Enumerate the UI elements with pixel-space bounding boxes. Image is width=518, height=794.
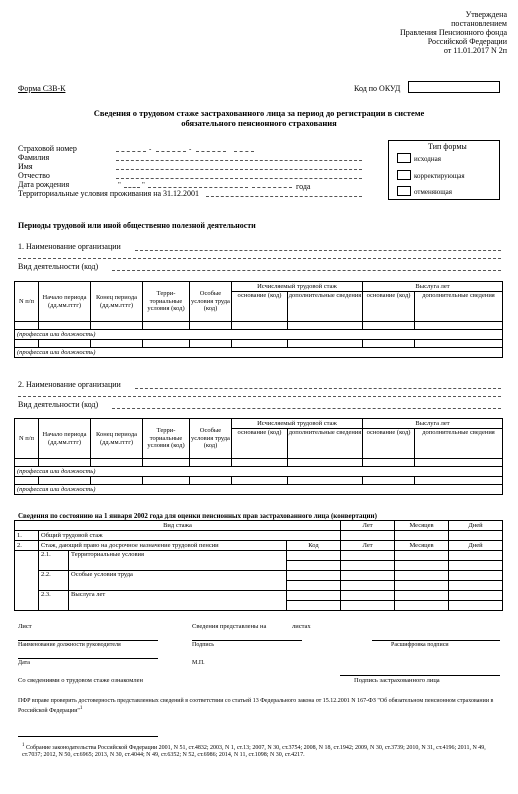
- conv-sub-n: 2.3.: [39, 591, 69, 611]
- surname-label: Фамилия: [18, 153, 50, 162]
- stamp-label: М.П.: [192, 660, 205, 666]
- year-suffix: года: [296, 182, 311, 191]
- table-row: [15, 485, 503, 495]
- pfr-note: [18, 698, 504, 715]
- table-row: [15, 330, 503, 340]
- conv-sub-label: Выслуга лет: [69, 591, 287, 611]
- birth-year-field[interactable]: [252, 187, 292, 188]
- conv-row-label: Стаж, дающий право на досрочное назначение трудовой пенсии: [39, 541, 287, 551]
- table-row: [15, 571, 503, 581]
- th-end: Конец периода (дд.мм.гггг): [91, 282, 143, 322]
- territorial-field[interactable]: [206, 196, 362, 197]
- conv-th-months: Месяцев: [395, 521, 449, 531]
- org1-field[interactable]: [135, 250, 501, 251]
- okud-field[interactable]: [408, 81, 500, 93]
- form-type-title: Тип формы: [428, 142, 467, 151]
- th-service-basis: основание (код): [363, 292, 415, 322]
- profession-row[interactable]: (профессия или должность): [15, 485, 503, 495]
- activity2-label: Вид деятельности (код): [18, 400, 99, 409]
- form-type-checkbox-corrective[interactable]: [397, 170, 411, 180]
- th-service: Выслуга лет: [363, 419, 503, 429]
- org1-field-2[interactable]: [18, 258, 501, 259]
- approval-line: Правления Пенсионного фонда: [400, 28, 507, 37]
- activity1-field[interactable]: [112, 270, 501, 271]
- th-service-extra: дополнительные сведения: [415, 429, 503, 459]
- conv-th-years: Лет: [341, 541, 395, 551]
- insurance-number-label: Страховой номер: [18, 144, 77, 153]
- signature-label: Подпись: [192, 642, 215, 648]
- approval-line: постановлением: [451, 19, 507, 28]
- insurance-number-field-3[interactable]: [196, 151, 226, 152]
- approval-block: [300, 10, 507, 55]
- signature-line[interactable]: [192, 640, 302, 641]
- form-type-cancel-label: отменяющая: [414, 188, 452, 196]
- form-type-corrective-label: корректирующая: [414, 172, 465, 180]
- conv-th-days: Дней: [449, 521, 503, 531]
- footnote-text: Собрание законодательства Российской Федерации 2001, N 51, ст.4832; 2003, N 1, ст.13; 2007, N 30, ст.3754; 2008, N 18, ст.1942; 2009, N 30, ст.3739; 2010, N 31, ст.4196; 2011, N 49, ст.7037; 2012, N 50, ст.6965; 2013, N 30, ст.4044; N 49, ст.6352; N 52, ст.6986; 2014, N 11, ст.1098; N 30, ст.4217.: [22, 745, 486, 758]
- conv-th-type: Вид стажа: [15, 521, 341, 531]
- date-line[interactable]: [18, 658, 158, 659]
- form-type-original-label: исходная: [414, 155, 441, 163]
- insurance-sep: -: [149, 145, 152, 153]
- approval-line: от 11.01.2017 N 2п: [443, 46, 507, 55]
- table-row: [15, 467, 503, 477]
- th-end: Конец периода (дд.мм.гггг): [91, 419, 143, 459]
- decoding-label: Расшифровка подписи: [391, 642, 449, 648]
- conv-th-code: Код: [287, 541, 341, 551]
- th-service-extra: дополнительные сведения: [415, 292, 503, 322]
- profession-row[interactable]: (профессия или должность): [15, 348, 503, 358]
- conv-row-n: 2.: [15, 541, 39, 551]
- table-row: [15, 340, 503, 348]
- patronymic-field[interactable]: [116, 178, 362, 179]
- surname-field[interactable]: [116, 160, 362, 161]
- org1-label: 1. Наименование организации: [18, 242, 121, 251]
- activity1-label: Вид деятельности (код): [18, 262, 99, 271]
- quote-open: ": [118, 181, 121, 189]
- th-special: Особые условия труда (код): [190, 282, 232, 322]
- conversion-heading: Сведения по состоянию на 1 января 2002 года для оценки пенсионных прав застрахованного лица (конвертации): [18, 512, 377, 520]
- th-calc: Исчисляемый трудовой стаж: [232, 419, 363, 429]
- acquainted-label: Со сведениями о трудовом стаже ознакомлен: [18, 677, 143, 684]
- pfr-note-text: ПФР вправе проверить достоверность представленных сведений в соответствии со статьей 13 Федерального закона от 15.12.2001 N 167-ФЗ "Об обязательном пенсионном страховании в Российской Федерации": [18, 698, 494, 714]
- conv-row-label: Общий трудовой стаж: [39, 531, 341, 541]
- th-special: Особые условия труда (код): [190, 419, 232, 459]
- title-line: Сведения о трудовом стаже застрахованного лица за период до регистрации в системе: [93, 108, 425, 118]
- decoding-line[interactable]: [372, 640, 500, 641]
- table-row: [15, 477, 503, 485]
- periods-table-2: [14, 418, 503, 495]
- insured-signature-label: Подпись застрахованного лица: [354, 677, 440, 684]
- th-calc-extra: дополнительные сведения: [288, 429, 363, 459]
- head-position-line[interactable]: [18, 640, 158, 641]
- footnote-mark: 1: [22, 743, 25, 748]
- approval-line: Российской Федерации: [427, 37, 507, 46]
- footnote: [22, 742, 504, 759]
- conversion-table: [14, 520, 503, 611]
- conv-sub-label: Особые условия труда: [69, 571, 287, 591]
- personal-labels: [18, 144, 199, 198]
- conv-sub-n: 2.2.: [39, 571, 69, 591]
- sheets-label: листах: [292, 623, 311, 630]
- th-calc-basis: основание (код): [232, 292, 288, 322]
- insurance-number-field-2[interactable]: [156, 151, 186, 152]
- approval-line: Утверждена: [465, 10, 507, 19]
- th-calc: Исчисляемый трудовой стаж: [232, 282, 363, 292]
- table-row: [15, 322, 503, 330]
- date-label: Дата: [18, 660, 30, 666]
- conv-th-months: Месяцев: [395, 541, 449, 551]
- table-row: [15, 459, 503, 467]
- name-field[interactable]: [116, 169, 362, 170]
- insurance-number-field-1[interactable]: [116, 151, 146, 152]
- org2-field-2[interactable]: [18, 396, 501, 397]
- sheet-label: Лист: [18, 623, 32, 630]
- insurance-number-field-4[interactable]: [234, 151, 254, 152]
- periods-table-1: [14, 281, 503, 358]
- conv-th-years: Лет: [341, 521, 395, 531]
- territorial-label: Территориальные условия проживания на 31.12.2001: [18, 189, 200, 198]
- conv-th-days: Дней: [449, 541, 503, 551]
- th-n: N п/п: [15, 419, 39, 459]
- org2-field[interactable]: [135, 388, 501, 389]
- th-calc-basis: основание (код): [232, 429, 288, 459]
- th-n: N п/п: [15, 282, 39, 322]
- footnote-ref: 1: [79, 706, 83, 711]
- table-row: [15, 531, 503, 541]
- conv-row-n: 1.: [15, 531, 39, 541]
- profession-row[interactable]: (профессия или должность): [15, 467, 503, 477]
- table-row: [15, 348, 503, 358]
- birth-day-field[interactable]: [124, 187, 140, 188]
- footnote-divider: [18, 736, 158, 737]
- insured-signature-line[interactable]: [340, 675, 500, 676]
- th-start: Начало периода (дд.мм.гггг): [39, 419, 91, 459]
- patronymic-label: Отчество: [18, 171, 50, 180]
- okud-label: Код по ОКУД: [354, 84, 401, 93]
- periods-heading: Периоды трудовой или иной общественно полезной деятельности: [18, 221, 256, 230]
- table-row: [15, 541, 503, 551]
- th-service: Выслуга лет: [363, 282, 503, 292]
- form-name: Форма СЗВ-К: [18, 84, 66, 93]
- th-start: Начало периода (дд.мм.гггг): [39, 282, 91, 322]
- birth-month-field[interactable]: [148, 187, 248, 188]
- th-territorial: Терри-ториальные условия (код): [143, 282, 190, 322]
- conv-sub-n: 2.1.: [39, 551, 69, 571]
- org2-label: 2. Наименование организации: [18, 380, 121, 389]
- birth-date-label: Дата рождения: [18, 180, 70, 189]
- presented-label: Сведения представлены на: [192, 623, 267, 630]
- insurance-sep: -: [189, 145, 192, 153]
- activity2-field[interactable]: [112, 408, 501, 409]
- form-type-checkbox-original[interactable]: [397, 153, 411, 163]
- form-type-checkbox-cancel[interactable]: [397, 186, 411, 196]
- page-title: [10, 108, 508, 128]
- name-label: Имя: [18, 162, 33, 171]
- th-calc-extra: дополнительные сведения: [288, 292, 363, 322]
- conv-sub-label: Территориальные условия: [69, 551, 287, 571]
- head-position-label: Наименование должности руководителя: [18, 642, 121, 648]
- table-row: [15, 591, 503, 601]
- quote-close: ": [142, 181, 145, 189]
- profession-row[interactable]: (профессия или должность): [15, 330, 503, 340]
- th-territorial: Терри-ториальные условия (код): [143, 419, 190, 459]
- th-service-basis: основание (код): [363, 429, 415, 459]
- table-row: [15, 551, 503, 561]
- title-line: обязательного пенсионного страхования: [181, 118, 337, 128]
